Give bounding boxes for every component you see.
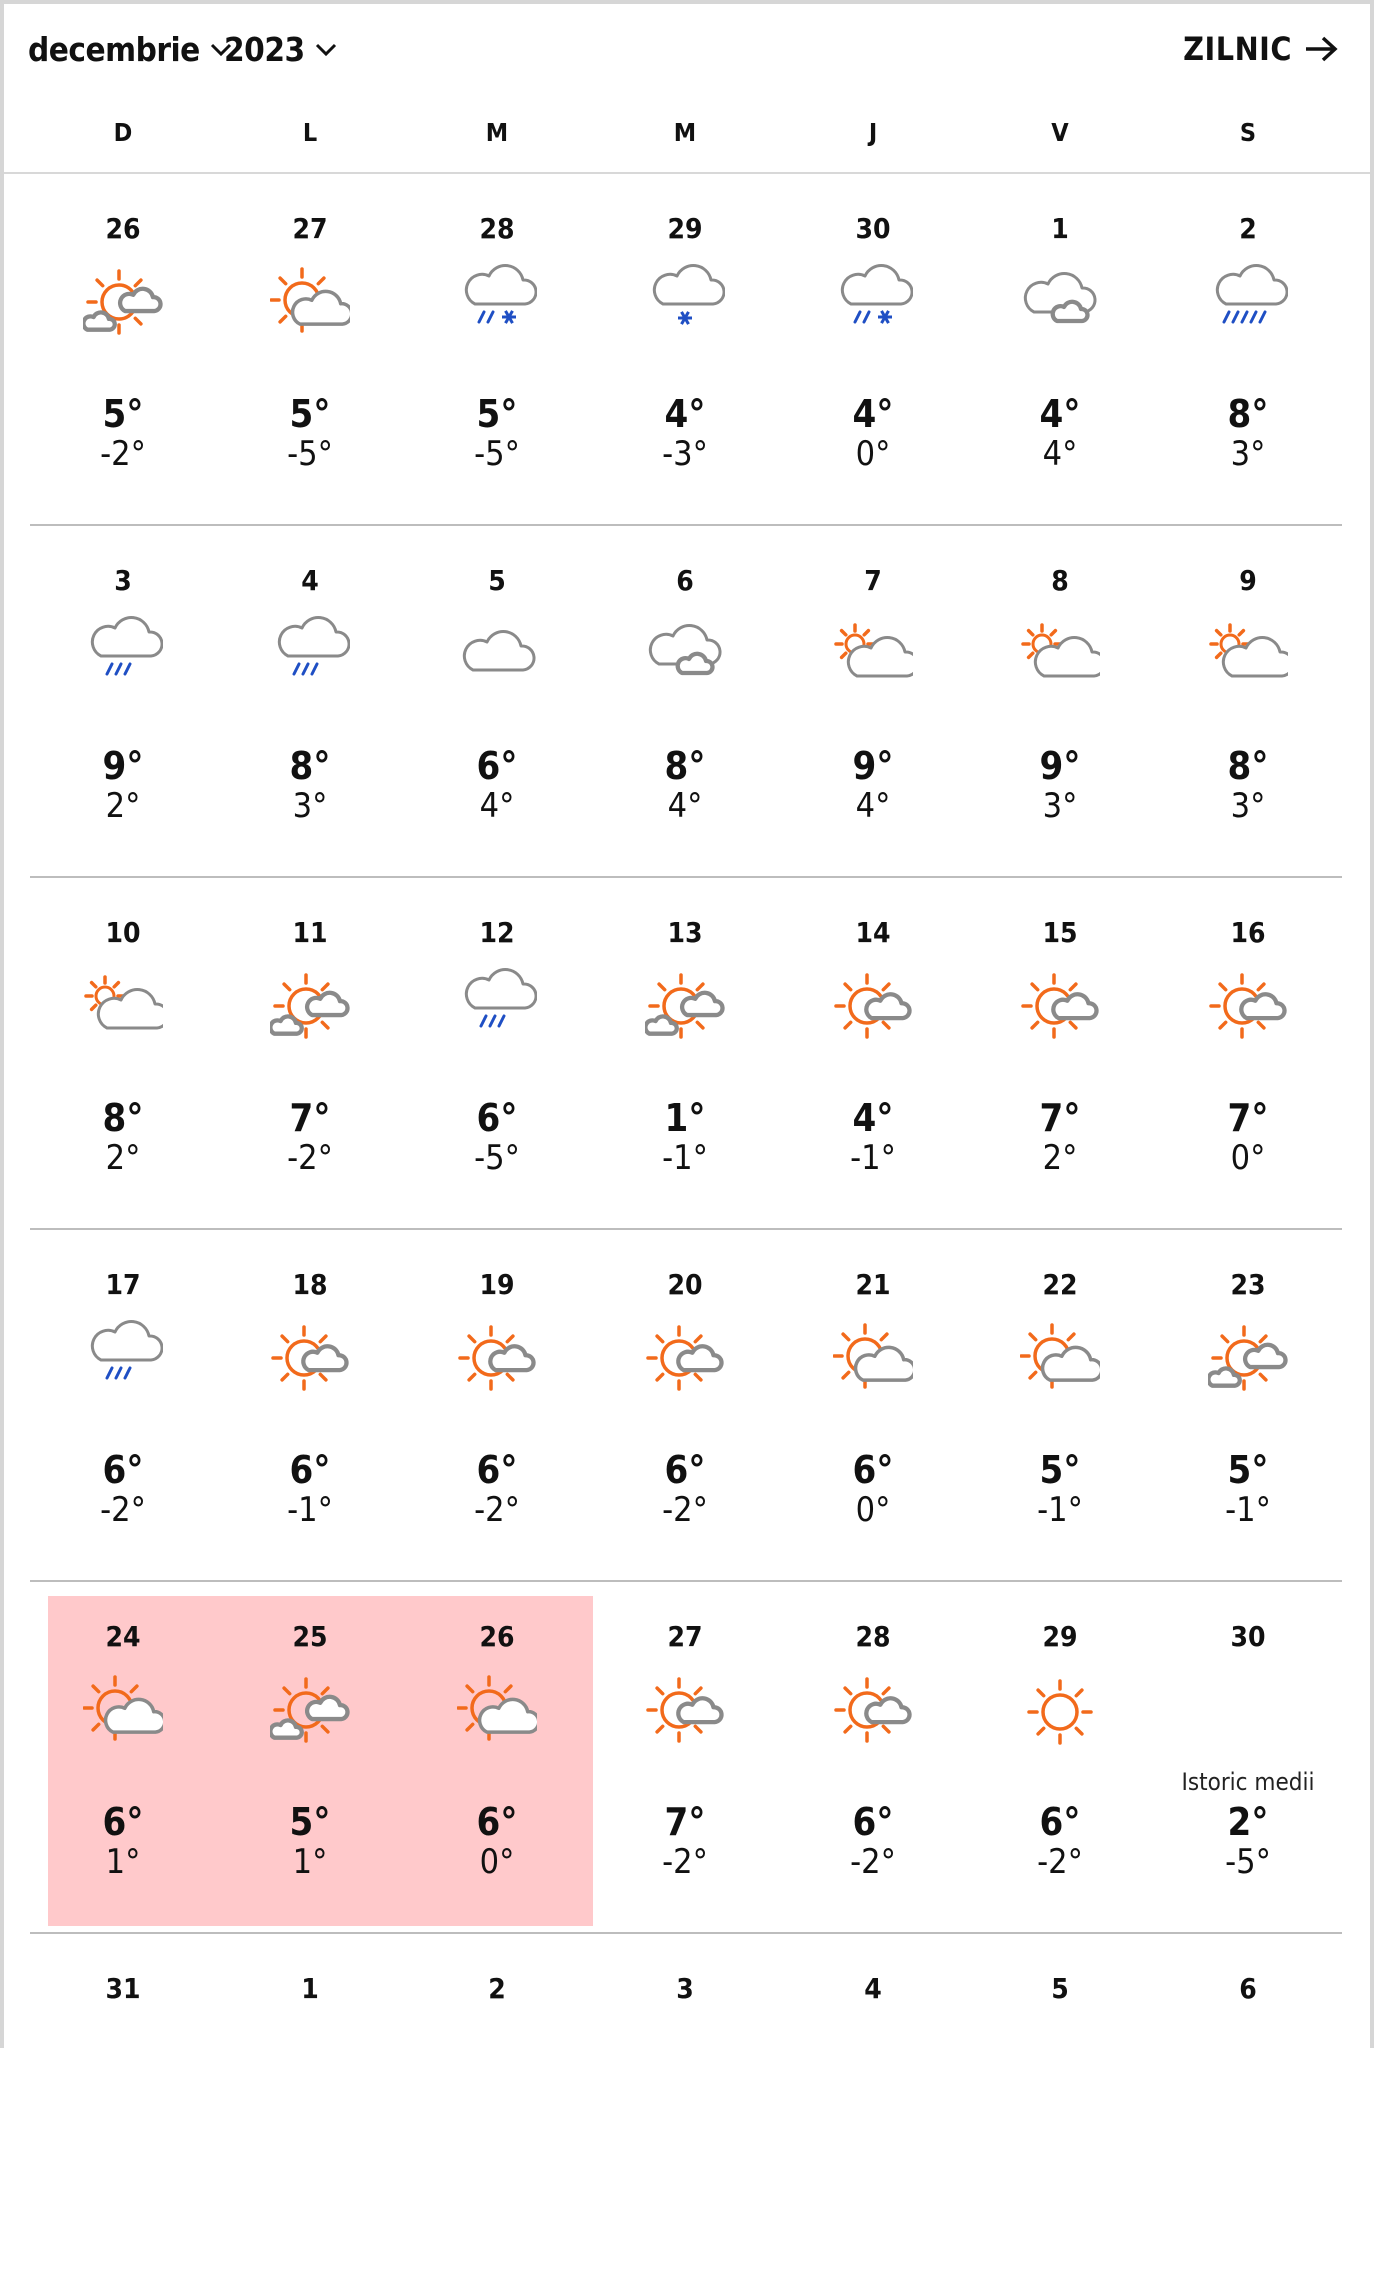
temp-min: 4° [667,786,703,826]
temp-min: 2° [105,1138,141,1178]
temp-max: 6° [476,1448,518,1492]
temp-min: 3° [1230,786,1266,826]
weekday-label: S [1239,118,1257,147]
day-number: 13 [667,916,703,949]
day-number: 11 [292,916,328,949]
historical-average-label: Istoric medii [1181,1768,1315,1796]
day-number: 4 [864,1972,882,2005]
day-cell[interactable] [970,526,1150,878]
day-number: 16 [1230,916,1266,949]
day-cell[interactable] [970,1934,1150,2286]
day-cell[interactable] [33,1582,213,1934]
temp-min: -1° [850,1138,896,1178]
day-number: 28 [479,212,515,245]
temp-max: 5° [1227,1448,1269,1492]
temp-min: 3° [1042,786,1078,826]
temp-min: 0° [855,1490,891,1530]
small-sun-cloud-icon [1208,616,1288,696]
day-number: 29 [1042,1620,1078,1653]
sun-cloud-icon [457,1672,537,1752]
temp-min: -3° [662,434,708,474]
day-cell[interactable] [970,878,1150,1230]
day-number: 18 [292,1268,328,1301]
day-cell[interactable] [595,526,775,878]
sun-cloud-small-icon [645,968,725,1048]
temp-max: 8° [102,1096,144,1140]
temp-max: 9° [1039,744,1081,788]
temp-max: 6° [664,1448,706,1492]
temp-min: 1° [105,1842,141,1882]
day-number: 9 [1239,564,1257,597]
day-cell[interactable] [1158,174,1338,526]
temp-min: 4° [1042,434,1078,474]
day-number: 29 [667,212,703,245]
sun-cloud-icon [1020,1320,1100,1400]
day-cell[interactable] [783,1230,963,1582]
day-cell[interactable] [407,1934,587,2286]
temp-max: 5° [476,392,518,436]
weekday-label: L [302,118,318,147]
temp-max: 2° [1227,1800,1269,1844]
temp-min: 2° [1042,1138,1078,1178]
temp-min: 2° [105,786,141,826]
sun-cloud-small-icon [270,968,350,1048]
day-cell[interactable] [783,878,963,1230]
day-cell[interactable] [33,526,213,878]
day-number: 30 [855,212,891,245]
temp-min: -1° [287,1490,333,1530]
day-number: 31 [105,1972,141,2005]
temp-max: 4° [1039,392,1081,436]
day-number: 24 [105,1620,141,1653]
day-number: 22 [1042,1268,1078,1301]
day-number: 26 [105,212,141,245]
small-sun-cloud-icon [833,616,913,696]
day-cell[interactable] [783,526,963,878]
year-label: 2023 [224,30,305,69]
day-cell[interactable] [33,1230,213,1582]
temp-max: 9° [102,744,144,788]
day-number: 27 [292,212,328,245]
day-cell[interactable] [1158,1934,1338,2286]
temp-min: 4° [479,786,515,826]
day-number: 1 [301,1972,319,2005]
temp-max: 5° [289,1800,331,1844]
sun-icon [1020,1672,1100,1752]
day-number: 5 [488,564,506,597]
temp-min: -2° [100,1490,146,1530]
week-row [0,1934,1374,2286]
day-cell[interactable] [220,1230,400,1582]
cloudy-icon [645,616,725,696]
temp-min: 0° [855,434,891,474]
temp-min: -5° [474,1138,520,1178]
day-cell[interactable] [33,1934,213,2286]
day-number: 26 [479,1620,515,1653]
month-select[interactable] [28,30,232,69]
mostly-sunny-icon [457,1320,537,1400]
temp-min: 3° [1230,434,1266,474]
day-cell[interactable] [1158,526,1338,878]
temp-max: 8° [1227,744,1269,788]
day-cell[interactable] [1158,1582,1338,1934]
mostly-sunny-icon [270,1320,350,1400]
temp-min: 0° [1230,1138,1266,1178]
day-number: 20 [667,1268,703,1301]
temp-max: 4° [852,1096,894,1140]
day-number: 27 [667,1620,703,1653]
temp-max: 9° [852,744,894,788]
day-cell[interactable] [220,878,400,1230]
day-cell[interactable] [595,878,775,1230]
week-row [0,1582,1374,1934]
day-number: 14 [855,916,891,949]
day-cell[interactable] [595,174,775,526]
temp-max: 6° [102,1800,144,1844]
day-number: 15 [1042,916,1078,949]
day-cell[interactable] [220,526,400,878]
temp-min: 1° [292,1842,328,1882]
day-cell[interactable] [1158,878,1338,1230]
day-number: 23 [1230,1268,1266,1301]
day-cell[interactable] [970,174,1150,526]
day-number: 30 [1230,1620,1266,1653]
temp-max: 1° [664,1096,706,1140]
rain-icon [83,616,163,696]
temp-min: -1° [1225,1490,1271,1530]
day-number: 1 [1051,212,1069,245]
temp-max: 7° [1039,1096,1081,1140]
weekday-header-row [0,104,1374,172]
mostly-sunny-icon [1020,968,1100,1048]
day-cell[interactable] [595,1582,775,1934]
temp-min: -5° [287,434,333,474]
calendar-header [0,0,1374,104]
sun-cloud-icon [833,1320,913,1400]
sun-cloud-icon [83,1672,163,1752]
snow-icon [645,264,725,344]
day-number: 3 [114,564,132,597]
temp-max: 4° [664,392,706,436]
week-row [0,878,1374,1230]
temp-min: -1° [1037,1490,1083,1530]
day-cell[interactable] [783,174,963,526]
day-number: 10 [105,916,141,949]
day-cell[interactable] [407,878,587,1230]
mostly-sunny-icon [1208,968,1288,1048]
mostly-sunny-icon [645,1320,725,1400]
temp-max: 5° [102,392,144,436]
temp-max: 5° [289,392,331,436]
daily-view-link[interactable] [1183,30,1338,68]
temp-max: 6° [102,1448,144,1492]
day-cell[interactable] [595,1230,775,1582]
day-number: 6 [1239,1972,1257,2005]
day-cell[interactable] [595,1934,775,2286]
day-number: 3 [676,1972,694,2005]
temp-min: -2° [662,1842,708,1882]
day-cell[interactable] [970,1230,1150,1582]
small-sun-cloud-icon [83,968,163,1048]
day-cell[interactable] [407,174,587,526]
week-row [0,1230,1374,1582]
temp-max: 6° [476,1800,518,1844]
temp-max: 4° [852,392,894,436]
cloud-icon [457,616,537,696]
temp-max: 6° [476,744,518,788]
day-cell[interactable] [970,1582,1150,1934]
day-number: 5 [1051,1972,1069,2005]
temp-max: 8° [664,744,706,788]
temp-max: 6° [289,1448,331,1492]
weekday-label: D [113,118,133,147]
year-select[interactable] [224,30,337,69]
sun-cloud-small-icon [270,1672,350,1752]
temp-min: -2° [474,1490,520,1530]
sun-cloud-icon [270,264,350,344]
temp-min: -5° [1225,1842,1271,1882]
rain-snow-icon [833,264,913,344]
day-number: 4 [301,564,319,597]
rain-icon [457,968,537,1048]
week-row [0,174,1374,526]
day-cell[interactable] [783,1582,963,1934]
temp-min: -2° [850,1842,896,1882]
temp-min: -2° [1037,1842,1083,1882]
chevron-down-icon [315,43,337,57]
temp-min: -2° [287,1138,333,1178]
day-number: 8 [1051,564,1069,597]
temp-max: 6° [1039,1800,1081,1844]
rain-snow-icon [457,264,537,344]
weekday-label: M [673,118,697,147]
day-number: 17 [105,1268,141,1301]
temp-min: -5° [474,434,520,474]
cloudy-icon [1020,264,1100,344]
temp-min: 3° [292,786,328,826]
temp-max: 8° [1227,392,1269,436]
day-number: 2 [488,1972,506,2005]
day-cell[interactable] [220,1934,400,2286]
day-number: 21 [855,1268,891,1301]
weekday-label: M [485,118,509,147]
rain-icon [83,1320,163,1400]
day-cell[interactable] [220,174,400,526]
mostly-sunny-icon [833,1672,913,1752]
temp-max: 7° [289,1096,331,1140]
day-number: 19 [479,1268,515,1301]
sun-cloud-small-icon [83,264,163,344]
temp-min: 0° [479,1842,515,1882]
day-cell[interactable] [407,526,587,878]
arrow-right-icon [1304,36,1338,62]
day-cell[interactable] [407,1230,587,1582]
temp-max: 7° [1227,1096,1269,1140]
day-cell[interactable] [1158,1230,1338,1582]
temp-max: 7° [664,1800,706,1844]
weekday-label: V [1051,118,1069,147]
temp-min: 4° [855,786,891,826]
day-cell[interactable] [33,174,213,526]
temp-max: 5° [1039,1448,1081,1492]
day-number: 25 [292,1620,328,1653]
day-cell[interactable] [33,878,213,1230]
temp-min: -2° [662,1490,708,1530]
day-cell[interactable] [783,1934,963,2286]
day-number: 28 [855,1620,891,1653]
temp-max: 6° [852,1800,894,1844]
rain-icon [270,616,350,696]
day-number: 2 [1239,212,1257,245]
day-cell[interactable] [220,1582,400,1934]
day-cell[interactable] [407,1582,587,1934]
mostly-sunny-icon [645,1672,725,1752]
weekday-label: J [868,118,878,147]
daily-view-label: ZILNIC [1183,30,1292,68]
temp-min: -1° [662,1138,708,1178]
month-label: decembrie [28,30,200,69]
week-row [0,526,1374,878]
day-number: 12 [479,916,515,949]
day-number: 7 [864,564,882,597]
mostly-sunny-icon [833,968,913,1048]
temp-max: 6° [852,1448,894,1492]
small-sun-cloud-icon [1020,616,1100,696]
day-number: 6 [676,564,694,597]
temp-max: 6° [476,1096,518,1140]
temp-min: -2° [100,434,146,474]
sun-cloud-small-icon [1208,1320,1288,1400]
heavy-rain-icon [1208,264,1288,344]
temp-max: 8° [289,744,331,788]
